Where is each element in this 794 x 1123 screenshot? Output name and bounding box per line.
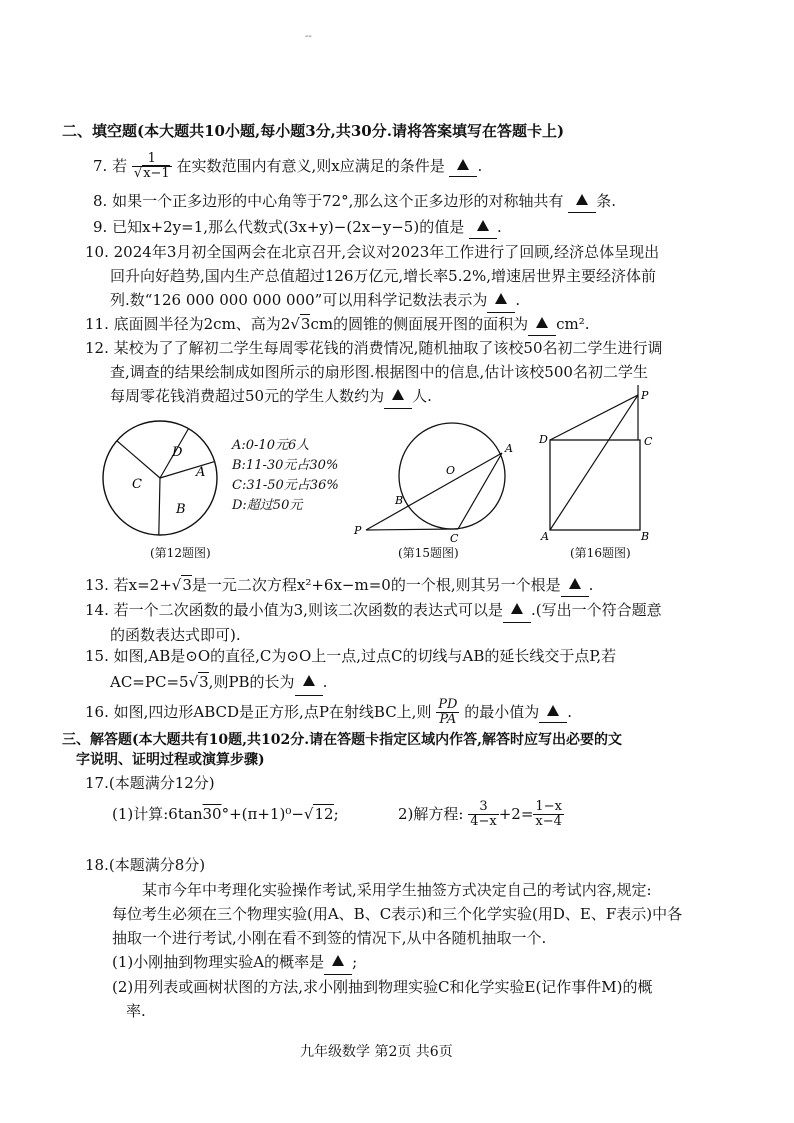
q18-part1-end: ;	[352, 953, 358, 971]
q12-number: 12.	[85, 339, 109, 357]
question-16: 16. 如图,四边形ABCD是正方形,点P在射线BC上,则 $\frac{PD}{PA}$ 的最小值为 .	[85, 697, 572, 728]
q13-post: 是一元二次方程x²+6x−m=0的一个根,则其另一个根是	[191, 576, 561, 594]
label-a: A	[505, 442, 513, 455]
q11-sqrt-coef: 2	[280, 315, 291, 333]
q7-frac-den: √x−1	[133, 166, 170, 182]
q17-frac1	[468, 800, 499, 830]
answer-blank	[539, 703, 567, 724]
q7-pre: 若	[112, 156, 128, 175]
pie-label-b: B	[176, 502, 186, 517]
pie-label-c: C	[132, 477, 142, 492]
answer-blank	[561, 576, 589, 597]
fig16-caption: (第16题图)	[570, 546, 631, 560]
q14-line1-tail: (写出一个符合题意	[535, 601, 662, 619]
fig15-circle-diagram	[350, 418, 520, 543]
triangle-icon	[536, 317, 548, 328]
q18-heading: 18.(本题满分8分)	[85, 856, 206, 874]
q11-number: 11.	[85, 315, 109, 333]
q14-line1: 若一个二次函数的最小值为3,则该二次函数的表达式可以是	[113, 601, 503, 619]
label-p: P	[641, 389, 649, 402]
q17-p1-end: ;	[333, 805, 339, 823]
q17-part2	[398, 800, 564, 830]
q17-p2-mid: +2=	[498, 804, 534, 823]
pie-slice-boundary-d	[117, 441, 160, 478]
q9-number: 9.	[93, 218, 108, 236]
q15-number: 15.	[85, 647, 109, 665]
q9-text: 已知x+2y=1,那么代数式(3x+y)−(2x−y−5)的值是	[112, 218, 465, 236]
triangle-icon	[547, 705, 559, 716]
label-b: B	[395, 494, 404, 507]
q7-radicand: x−1	[143, 166, 170, 182]
answer-blank	[295, 669, 323, 696]
pie-label-a: A	[196, 465, 206, 480]
pie-slice-boundary-c	[159, 478, 160, 535]
q16-frac-den: PA	[439, 712, 457, 728]
section-3-line2: 字说明、证明过程或演算步骤)	[76, 752, 265, 768]
q16-pre: 如图,四边形ABCD是正方形,点P在射线BC上,则	[113, 702, 432, 721]
section-2-title: 二、填空题(本大题共10小题,每小题3分,共30分.请将答案填写在答题卡上)	[62, 122, 565, 140]
question-7: 7. 若 $\frac{1}{√x-1}$ 在实数范围内有意义,则x应满足的条件是 .	[93, 151, 483, 182]
q8-text: 如果一个正多边形的中心角等于72°,那么这个正多边形的对称轴共有	[112, 192, 564, 210]
q18-line1: 某市今年中考理化实验操作考试,采用学生抽签方式决定自己的考试内容,规定:	[142, 881, 652, 899]
q7-fraction	[132, 152, 172, 182]
question-18	[112, 878, 682, 1023]
header-marks: --	[305, 31, 312, 42]
pie-label-d: D	[172, 445, 183, 460]
label-p: P	[354, 524, 362, 537]
triangle-icon	[511, 603, 523, 614]
page-footer: 九年级数学 第2页 共6页	[300, 1044, 453, 1060]
q15-line2-post: ,则PB的长为	[208, 673, 295, 691]
q7-number: 7.	[93, 156, 108, 175]
section-3-line1: 三、解答题(本大题共有10题,共102分.请在答题卡指定区域内作答,解答时应写出必要的文	[62, 732, 622, 748]
line-pc	[366, 529, 458, 530]
q17-p1-radicand: 12	[314, 805, 334, 823]
fig12-pie-chart	[100, 418, 220, 538]
q15-radicand: 3	[199, 673, 209, 691]
q15-line1: 如图,AB是⊙O的直径,C为⊙O上一点,过点C的切线与AB的延长线交于点P,若	[113, 647, 617, 665]
label-o: O	[446, 464, 456, 477]
q17-frac1-num: 3	[468, 800, 499, 815]
q17-p1-angle: 30	[202, 805, 222, 823]
question-14: 14. 若一个二次函数的最小值为3,则该二次函数的表达式可以是 .(写出一个符合题意 的函数表达式即可).	[85, 598, 662, 647]
q13-number: 13.	[85, 576, 109, 594]
legend-b: B:11-30元占30%	[232, 458, 339, 473]
q18-part1: (1)小刚抽到物理实验A的概率是	[112, 953, 325, 971]
q16-post: 的最小值为	[464, 702, 540, 721]
legend-c: C:31-50元占36%	[232, 478, 339, 493]
q16-frac-num: PD	[438, 697, 458, 712]
q18-line2: 每位考生必须在三个物理实验(用A、B、C表示)和三个化学实验(用D、E、F表示)中各	[112, 905, 683, 923]
q11-radicand: 3	[300, 315, 311, 333]
label-b: B	[641, 530, 650, 543]
q17-p2-pre: 2)解方程:	[398, 804, 464, 823]
q17-heading: 17.(本题满分12分)	[85, 774, 215, 792]
q12-line1: 某校为了了解初二学生每周零花钱的消费情况,随机抽取了该校50名初二学生进行调	[113, 339, 663, 357]
q14-line2: 的函数表达式即可).	[110, 626, 241, 644]
q7-text: 在实数范围内有意义,则x应满足的条件是	[176, 156, 445, 175]
triangle-icon	[495, 293, 507, 304]
q17-frac2-num: 1−x	[535, 799, 562, 814]
question-15: 15. 如图,AB是⊙O的直径,C为⊙O上一点,过点C的切线与AB的延长线交于点P,若 AC=PC=5√3,则PB的长为 .	[85, 643, 616, 696]
triangle-icon	[576, 194, 588, 205]
question-13: 13. 若x=2+√3是一元二次方程x²+6x−m=0的一个根,则其另一个根是 .	[85, 576, 593, 597]
q11-unit: cm².	[556, 315, 590, 333]
q18-line3: 抽取一个进行考试,小刚在看不到签的情况下,从中各随机抽取一个.	[112, 929, 547, 947]
label-c: C	[644, 435, 653, 448]
triangle-icon	[569, 578, 581, 589]
question-9: 9. 已知x+2y=1,那么代数式(3x+y)−(2x−y−5)的值是 .	[93, 218, 502, 239]
fig16-square-diagram	[535, 385, 655, 545]
q13-pre: 若x=2+	[113, 576, 172, 594]
q10-line2: 回升向好趋势,国内生产总值超过126万亿元,增长率5.2%,增速居世界主要经济体前	[110, 267, 657, 285]
q13-radicand: 3	[182, 576, 192, 594]
q17-frac1-den: 4−x	[470, 814, 497, 830]
line-ap	[550, 395, 638, 530]
q8-number: 8.	[93, 192, 108, 210]
q10-line3: 列.数“126 000 000 000 000”可以用科学记数法表示为	[110, 291, 488, 309]
answer-blank	[449, 157, 477, 178]
q16-fraction	[436, 698, 459, 728]
label-a: A	[541, 530, 549, 543]
square-abcd	[550, 440, 640, 530]
label-c: C	[450, 532, 459, 543]
q17-p1-mid: °+(π+1)⁰−	[221, 805, 304, 823]
answer-blank	[384, 384, 412, 409]
line-dp	[550, 395, 638, 440]
q10-number: 10.	[85, 243, 109, 261]
q10-line1: 2024年3月初全国两会在北京召开,会议对2023年工作进行了回顾,经济总体呈现出	[113, 243, 660, 261]
q12-line2: 查,调查的结果绘制成如图所示的扇形图.根据图中的信息,估计该校500名初二学生	[110, 363, 648, 381]
q17-part1: (1)计算:6tan30°+(π+1)⁰−√12;	[112, 805, 339, 823]
q11-pre: 底面圆半径为2cm、高为	[113, 315, 281, 333]
label-d: D	[539, 433, 548, 446]
triangle-icon	[303, 675, 315, 686]
q11-post: cm的圆锥的侧面展开图的面积为	[310, 315, 529, 333]
legend-a: A:0-10元6人	[232, 438, 310, 453]
question-11: 11. 底面圆半径为2cm、高为2√3cm的圆锥的侧面展开图的面积为 cm².	[85, 315, 590, 336]
fig12-legend	[232, 436, 339, 516]
line-pa	[366, 453, 502, 530]
question-8	[93, 192, 616, 213]
q12-tail: 人.	[412, 387, 432, 405]
line-ac	[458, 453, 502, 529]
triangle-icon	[392, 389, 404, 400]
answer-blank	[469, 218, 497, 239]
answer-blank	[324, 950, 352, 975]
answer-blank	[568, 192, 596, 213]
q16-number: 16.	[85, 702, 109, 721]
section-3-title	[62, 730, 622, 770]
q8-tail: 条.	[596, 192, 617, 210]
answer-blank	[503, 598, 531, 623]
question-10: 10. 2024年3月初全国两会在北京召开,会议对2023年工作进行了回顾,经济总体呈现出 回升向好趋势,国内生产总值超过126万亿元,增长率5.2%,增速居世界主要经济体前 列.数“126 000 000 000 000”可以用科学记数法表示为 .	[85, 240, 659, 313]
triangle-icon	[332, 955, 344, 966]
q15-line2-pre: AC=PC=5	[110, 673, 189, 691]
triangle-icon	[457, 159, 469, 170]
triangle-icon	[477, 220, 489, 231]
legend-d: D:超过50元	[232, 498, 303, 513]
q17-frac2-den: x−4	[535, 814, 562, 830]
q17-p1-pre: (1)计算:6tan	[112, 805, 203, 823]
fig12-caption: (第12题图)	[150, 546, 211, 560]
q18-part2-line1: (2)用列表或画树状图的方法,求小刚抽到物理实验C和化学实验E(记作事件M)的概	[112, 978, 653, 996]
fig15-caption: (第15题图)	[398, 546, 459, 560]
q14-number: 14.	[85, 601, 109, 619]
answer-blank	[487, 288, 515, 313]
q12-line3: 每周零花钱消费超过50元的学生人数约为	[110, 387, 385, 405]
q17-frac2	[533, 800, 564, 830]
answer-blank	[528, 315, 556, 336]
q18-part2-line2: 率.	[126, 1002, 146, 1020]
q7-frac-num: 1	[132, 152, 172, 167]
